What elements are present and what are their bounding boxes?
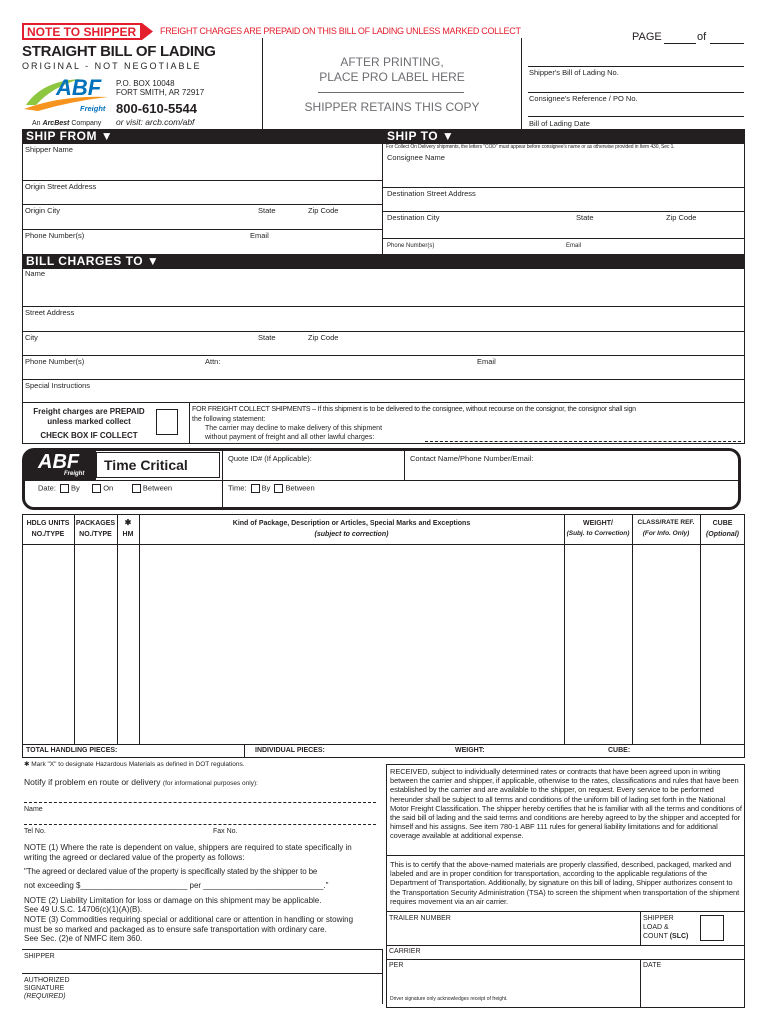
auth-label-2: SIGNATURE [24,985,65,992]
col-desc-2: (subject to correction) [314,531,389,538]
auth-label-1: AUTHORIZED [24,977,70,984]
col-hdlg-2: NO./TYPE [31,531,65,538]
origin-phone-label: Phone Number(s) [25,231,85,240]
collect-text-line-4: without payment of freight and all other lawful charges: [205,434,375,441]
note-1: NOTE (1) Where the rate is dependent on value, shippers are required to state specifically in writing the agreed or declared value of the property as follows: [24,843,352,862]
note-tag-label: NOTE TO SHIPPER [27,25,137,39]
note-3: NOTE (3) Commodities requiring special or additional care or attention in handling or stowing must be so marked and packaged as to ensure safe transportation with ordinary care. [24,915,354,934]
notify-tel-label: Tel No. [24,828,46,835]
document-subtitle: ORIGINAL - NOT NEGOTIABLE [22,61,202,71]
dest-zip-label: Zip Code [666,213,697,222]
collect-text-line-3: The carrier may decline to make delivery of this shipment [205,425,383,432]
slc-label-1: SHIPPER [643,915,674,922]
note-3-ref: See Sec. (2)e of NMFC item 360. [24,934,143,943]
total-handling-label: TOTAL HANDLING PIECES: [26,747,118,754]
col-hm-1: ✱ [124,518,132,527]
carrier-label: CARRIER [389,948,421,955]
address-line-1: P.O. BOX 10048 [116,79,175,88]
shipper-retains-copy: SHIPPER RETAINS THIS COPY [304,100,480,114]
driver-note: Driver signature only acknowledges receipt of freight. [390,996,508,1002]
note-to-shipper-tag [22,23,154,40]
pro-label-line-2: PLACE PRO LABEL HERE [319,70,465,84]
col-hdlg-1: HDLG UNITS [26,520,70,527]
collect-checkbox[interactable] [156,409,178,435]
date-label: DATE [643,962,662,969]
shipper-signature-box[interactable] [22,949,383,1004]
hm-note: ✱ Mark "X" to designate Hazardous Materials as defined in DOT regulations. [24,761,245,768]
col-cube-2: (Optional) [705,531,740,538]
visit-url: or visit: arcb.com/abf [116,117,195,127]
note-2-ref: See 49 U.S.C. 14706(c)(1)(A)(B). [24,905,143,914]
slc-checkbox[interactable] [700,915,724,941]
bill-charges-bar: BILL CHARGES TO ▼ [22,254,745,269]
ship-to-bar: SHIP TO ▼ [383,129,745,144]
origin-street-label: Origin Street Address [25,182,97,191]
received-text: RECEIVED, subject to individually determined rates or contracts that have been agreed upon in writing between the carrier and shipper, if applicable, otherwise to the rates, classifications and rules that have been established by the carrier and are available to the shipper, on request. Every service to be performed hereunder shall be subject to all terms and conditions of the uniform bill of lading set forth in the National Motor Freight Classification. The shipper hereby certifies that he is familiar with all the terms and conditions of the said bill of lading and the said terms and conditions are hereby agreed to by the shipper and accepted for himself and his assigns. See item 780-1 ABF 111 rules for general liability limitations and for additional coverage available at additional expense. [390,767,742,841]
notify-line: Notify if problem en route or delivery (for informational purposes only): [24,777,258,787]
bol-date-label: Bill of Lading Date [529,119,590,128]
col-pkg-1: PACKAGES [75,520,116,527]
ship-from-bar: SHIP FROM ▼ [22,129,383,144]
dest-email-label: Email [566,243,582,249]
phone-number: 800-610-5544 [116,101,197,116]
time-critical-logo-sub: Freight [64,471,85,477]
company-tag: An ArcBest Company [32,120,102,127]
abf-logo-sub: Freight [80,104,106,113]
check-box-collect-label: CHECK BOX IF COLLECT [40,431,138,440]
shipper-bol-label: Shipper's Bill of Lading No. [529,68,619,77]
certify-text: This is to certify that the above-named materials are properly classified, described, packaged, marked and labeled and are in proper condition for transportation, according to the applicable regulations of the Department of Transportation. Additionally, by signature on this bill of lading, Shipper authorizes consent to the Transportation Security Administration (TSA) to screen the shipment when transportation of the shipment requires movement via an air carrier. [390,860,740,906]
contact-label: Contact Name/Phone Number/Email: [410,454,534,463]
notify-fax-label: Fax No. [213,828,238,835]
bill-to-section [22,269,745,403]
cod-note: For Collect On Delivery shipments, the letters "COD" must appear before consignee's name or as otherwise provided in Item 430, Sec 1. [386,144,675,150]
col-pkg-2: NO./TYPE [79,531,112,538]
dest-state-label: State [576,213,594,222]
col-class-2: (For Info. Only) [642,530,690,537]
individual-pieces-label: INDIVIDUAL PIECES: [255,747,325,754]
time-between-checkbox[interactable] [274,484,283,493]
collect-text-line-1: FOR FREIGHT COLLECT SHIPMENTS – If this shipment is to be delivered to the consignee, without recourse on the consignor, the consignor shall sign [192,406,636,413]
time-critical-logo-text: ABF [38,451,80,473]
tc-time-row: Time: By Between [228,483,315,493]
document-title: STRAIGHT BILL OF LADING [22,43,216,60]
bill-city-label: City [25,333,38,342]
trailer-carrier-box [386,912,745,1008]
address-line-2: FORT SMITH, AR 72917 [116,88,205,97]
note-2: NOTE (2) Liability Limitation for loss or damage on this shipment may be applicable. [24,896,322,905]
bill-zip-label: Zip Code [308,333,339,342]
col-class-1: CLASS/RATE REF. [637,519,695,526]
dest-street-label: Destination Street Address [387,189,476,198]
pro-label-box [262,38,522,130]
bill-email-label: Email [477,357,496,366]
prepaid-line-1: Freight charges are PREPAID [33,407,145,416]
abf-logo-text: ABF [56,75,102,100]
bill-name-label: Name [25,269,46,278]
consignee-name-label: Consignee Name [387,153,445,162]
col-hm-2: HM [122,531,134,538]
notify-name-label: Name [24,806,43,813]
agreed-value-line-2: not exceeding $________________________ per ___________________________." [24,881,329,890]
col-weight-1: WEIGHT/ [583,520,613,527]
collect-text-line-2: the following statement: [192,416,266,423]
dest-city-label: Destination City [387,213,440,222]
origin-city-label: Origin City [25,206,61,215]
slc-label-3: COUNT (SLC) [643,933,689,940]
cube-total-label: CUBE: [608,747,631,754]
trailer-number-label: TRAILER NUMBER [389,915,451,922]
dest-phone-label: Phone Number(s) [387,243,435,249]
bill-phone-label: Phone Number(s) [25,357,85,366]
col-desc-1: Kind of Package, Description or Articles, Special Marks and Exceptions [232,520,471,527]
special-instructions-label: Special Instructions [25,381,91,390]
bill-street-label: Street Address [25,308,75,317]
quote-id-label: Quote ID# (If Applicable): [228,454,312,463]
commodity-table [22,514,745,758]
col-weight-2: (Subj. to Correction) [566,530,630,537]
date-between-checkbox[interactable] [132,484,141,493]
slc-label-2: LOAD & [643,924,669,931]
prepaid-line-2: unless marked collect [47,417,131,426]
origin-zip-label: Zip Code [308,206,339,215]
col-cube-1: CUBE [712,520,733,527]
weight-total-label: WEIGHT: [455,747,485,754]
time-critical-title: Time Critical [104,457,188,473]
shipper-name-label: Shipper Name [25,145,73,154]
page-label: PAGE [632,31,662,43]
auth-label-3: (REQUIRED) [24,993,66,1000]
shipper-label: SHIPPER [24,953,55,960]
agreed-value-line-1: "The agreed or declared value of the property is specifically stated by the shipper to be [24,867,318,876]
bill-attn-label: Attn: [205,357,221,366]
consignee-ref-label: Consignee's Reference / PO No. [529,94,638,103]
bill-state-label: State [258,333,276,342]
note-to-shipper-text: FREIGHT CHARGES ARE PREPAID ON THIS BILL OF LADING UNLESS MARKED COLLECT [160,26,521,36]
abf-freight-logo [22,75,112,117]
origin-email-label: Email [250,231,269,240]
origin-state-label: State [258,206,276,215]
per-label: PER [389,962,404,969]
tc-date-row: Date: By On Between [38,483,173,493]
pro-label-line-1: AFTER PRINTING, [340,55,444,69]
time-by-checkbox[interactable] [251,484,260,493]
date-by-checkbox[interactable] [60,484,69,493]
collect-signature-line[interactable] [425,441,741,442]
date-on-checkbox[interactable] [92,484,101,493]
page-of-label: of [697,31,707,43]
